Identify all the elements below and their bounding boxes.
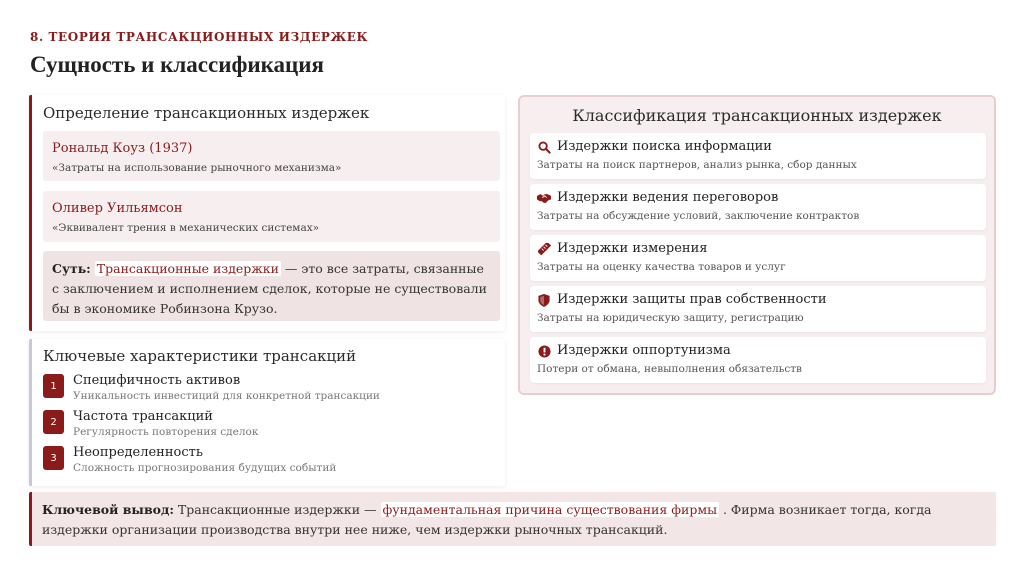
section-tag: 8. ТЕОРИЯ ТРАНСАКЦИОННЫХ ИЗДЕРЖЕК bbox=[30, 30, 369, 44]
essence-box bbox=[43, 251, 500, 321]
definition-title: Определение трансакционных издержек bbox=[43, 104, 370, 122]
essence-label: Суть: bbox=[52, 261, 91, 276]
characteristic-desc: Уникальность инвестиций для конкретной трансакции bbox=[73, 390, 380, 402]
characteristic-desc: Сложность прогнозирования будущих событий bbox=[73, 462, 337, 474]
quote-text: «Эквивалент трения в механических системах» bbox=[52, 222, 320, 234]
search-icon bbox=[537, 140, 551, 154]
conclusion-highlight: фундаментальная причина существования фирмы bbox=[382, 502, 718, 517]
classification-desc: Потери от обмана, невыполнения обязательств bbox=[537, 363, 802, 375]
quote-text: «Затраты на использование рыночного механизма» bbox=[52, 162, 342, 174]
classification-name: Издержки поиска информации bbox=[557, 139, 772, 154]
characteristic-item bbox=[43, 374, 483, 408]
conclusion-box bbox=[29, 492, 996, 546]
classification-item bbox=[530, 184, 986, 230]
number-badge: 1 bbox=[43, 374, 64, 398]
characteristic-name: Частота трансакций bbox=[73, 409, 213, 424]
warning-icon bbox=[537, 344, 551, 358]
quote-author: Оливер Уильямсон bbox=[52, 201, 183, 216]
classification-panel bbox=[518, 95, 996, 395]
classification-name: Издержки ведения переговоров bbox=[557, 190, 779, 205]
characteristics-title: Ключевые характеристики трансакций bbox=[43, 347, 357, 365]
classification-desc: Затраты на юридическую защиту, регистрацию bbox=[537, 312, 804, 324]
classification-title: Классификация трансакционных издержек bbox=[572, 106, 942, 125]
classification-item bbox=[530, 337, 986, 383]
handshake-icon bbox=[537, 191, 551, 205]
page-title: Сущность и классификация bbox=[30, 52, 324, 77]
conclusion-text-after: . Фирма возникает тогда, когда издержки организации производства внутри нее ниже, чем издержки рыночных трансакций. bbox=[42, 502, 932, 537]
characteristic-desc: Регулярность повторения сделок bbox=[73, 426, 259, 438]
essence-highlight: Трансакционные издержки bbox=[96, 261, 279, 276]
characteristic-name: Неопределенность bbox=[73, 445, 203, 460]
ruler-icon bbox=[537, 242, 551, 256]
definition-card bbox=[29, 95, 505, 331]
classification-name: Издержки измерения bbox=[557, 241, 708, 256]
number-badge: 3 bbox=[43, 446, 64, 470]
conclusion-text-before: Трансакционные издержки — bbox=[173, 502, 381, 517]
number-badge: 2 bbox=[43, 410, 64, 434]
classification-desc: Затраты на обсуждение условий, заключение контрактов bbox=[537, 210, 860, 222]
characteristic-item bbox=[43, 446, 483, 480]
shield-icon bbox=[537, 293, 551, 307]
characteristic-name: Специфичность активов bbox=[73, 373, 241, 388]
classification-name: Издержки оппортунизма bbox=[557, 343, 731, 358]
quote-author: Рональд Коуз (1937) bbox=[52, 141, 193, 156]
classification-desc: Затраты на оценку качества товаров и услуг bbox=[537, 261, 786, 273]
quote-box-williamson bbox=[43, 191, 500, 242]
characteristics-card bbox=[29, 339, 505, 486]
classification-item bbox=[530, 235, 986, 281]
conclusion-label: Ключевой вывод: bbox=[42, 502, 174, 517]
classification-item bbox=[530, 133, 986, 179]
classification-item bbox=[530, 286, 986, 332]
characteristic-item bbox=[43, 410, 483, 444]
classification-name: Издержки защиты прав собственности bbox=[557, 292, 827, 307]
essence-text: — это все затраты, связанные с заключением и исполнением сделок, которые не существовали бы в экономике Робинзона Крузо. bbox=[52, 261, 487, 316]
classification-desc: Затраты на поиск партнеров, анализ рынка, сбор данных bbox=[537, 159, 857, 171]
quote-box-coase bbox=[43, 131, 500, 181]
